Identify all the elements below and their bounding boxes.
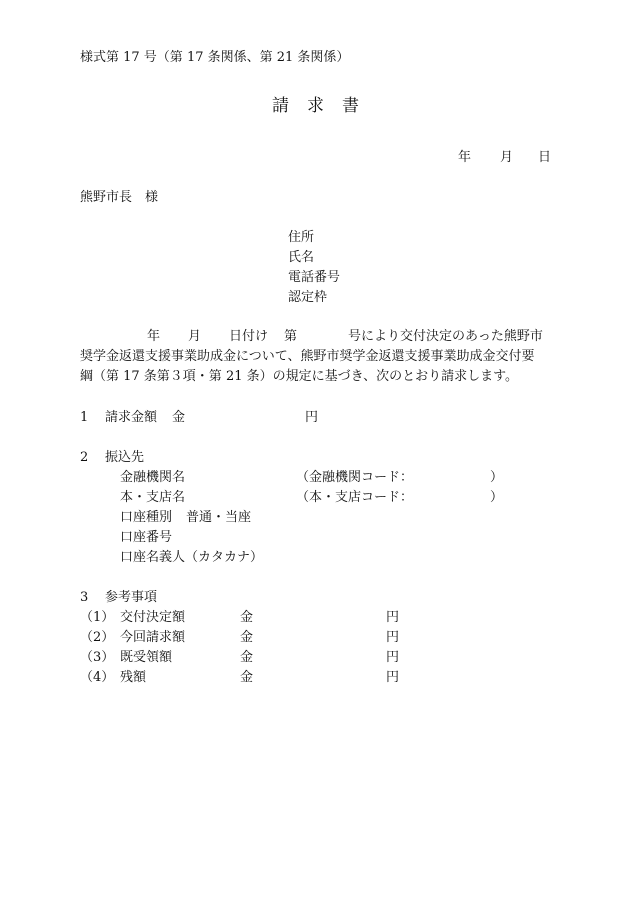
ref-item-2-num: （2）: [80, 630, 115, 645]
field-certification: 認定枠: [288, 290, 328, 305]
account-holder-label: 口座名義人（カタカナ）: [120, 550, 264, 565]
body-number-prefix: 第: [284, 329, 298, 344]
form-number: 様式第 17 号（第 17 条関係、第 21 条関係）: [80, 50, 350, 65]
body-line2: 奨学金返還支援事業助成金について、熊野市奨学金返還支援事業助成金交付要: [80, 349, 535, 364]
ref-item-2-yen: 円: [386, 630, 400, 645]
section3-number: 3: [80, 590, 89, 605]
ref-item-2-kin: 金: [240, 630, 254, 645]
bank-code-close: ）: [490, 470, 504, 485]
addressee: 熊野市長 様: [80, 190, 159, 205]
ref-item-4-kin: 金: [240, 670, 254, 685]
section3-label: 参考事項: [105, 590, 158, 605]
section1-yen: 円: [305, 410, 319, 425]
ref-item-3-label: 既受領額: [120, 650, 173, 665]
title-char-1: 請: [272, 96, 289, 116]
title-char-3: 書: [342, 96, 359, 116]
body-line1-rest: 号により交付決定のあった熊野市: [348, 329, 543, 344]
bank-name-label: 金融機関名: [120, 470, 186, 485]
ref-item-4-yen: 円: [386, 670, 400, 685]
section2-number: 2: [80, 450, 89, 465]
ref-item-4-label: 残額: [120, 670, 147, 685]
section1-kin: 金: [172, 410, 186, 425]
ref-item-1-kin: 金: [240, 610, 254, 625]
ref-item-3-num: （3）: [80, 650, 115, 665]
ref-item-3-yen: 円: [386, 650, 400, 665]
ref-item-1-label: 交付決定額: [120, 610, 186, 625]
date-year: 年: [458, 150, 472, 165]
branch-name-label: 本・支店名: [120, 490, 186, 505]
body-date-ref: 日付け: [229, 329, 269, 344]
account-type-options: 普通・当座: [186, 510, 252, 525]
field-name: 氏名: [288, 250, 315, 265]
branch-code-label: （本・支店コード：: [296, 490, 414, 505]
branch-code-close: ）: [490, 490, 504, 505]
date-day: 日: [538, 150, 552, 165]
date-month: 月: [500, 150, 514, 165]
account-type-label: 口座種別: [120, 510, 173, 525]
title-char-2: 求: [307, 96, 324, 116]
ref-item-1-num: （1）: [80, 610, 115, 625]
section1-number: 1: [80, 410, 89, 425]
body-line3: 綱（第 17 条第３項・第 21 条）の規定に基づき、次のとおり請求します。: [80, 369, 519, 384]
section1-label: 請求金額: [105, 410, 158, 425]
body-month: 月: [188, 329, 202, 344]
ref-item-1-yen: 円: [386, 610, 400, 625]
field-address: 住所: [288, 230, 315, 245]
section2-label: 振込先: [105, 450, 145, 465]
ref-item-2-label: 今回請求額: [120, 630, 186, 645]
body-year: 年: [147, 329, 161, 344]
ref-item-3-kin: 金: [240, 650, 254, 665]
account-number-label: 口座番号: [120, 530, 173, 545]
ref-item-4-num: （4）: [80, 670, 115, 685]
field-phone: 電話番号: [288, 270, 341, 285]
bank-code-label: （金融機関コード：: [296, 470, 414, 485]
